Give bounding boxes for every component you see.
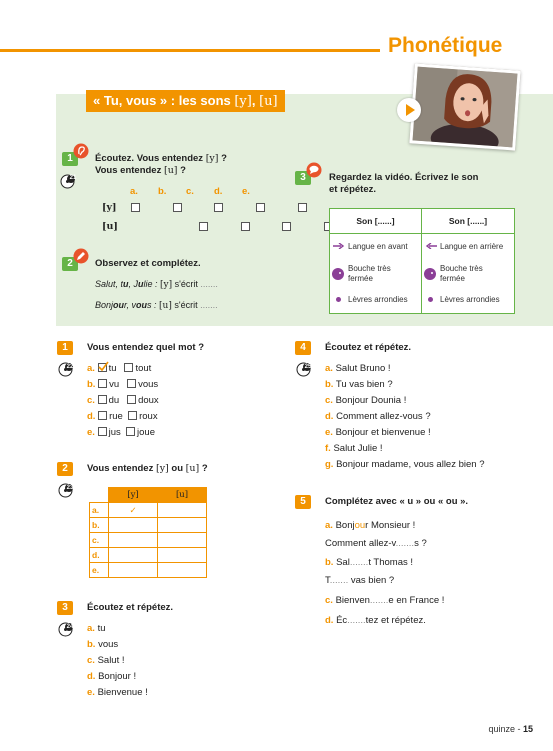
ex5-item-a2: [325, 538, 427, 549]
ex2-cell[interactable]: [109, 548, 158, 563]
sound-table-r2-left: Bouche très fermée: [348, 264, 391, 283]
ex2-row-label: e.: [90, 563, 109, 578]
ex4-letter: b.: [325, 379, 334, 390]
ex5-c-blank[interactable]: .......: [369, 595, 389, 606]
grid-col-a: a.: [130, 186, 138, 197]
exercise-5-number: 5: [295, 495, 311, 509]
g2-l2-dots[interactable]: .......: [200, 300, 218, 310]
page-footer: [488, 724, 533, 734]
ex5-d-blank[interactable]: .......: [347, 615, 366, 626]
g2-line-2: [95, 300, 218, 311]
ex5-d-letter: d.: [325, 615, 334, 626]
ex5-a-letter: a.: [325, 520, 333, 531]
sound-table-head-1: Son [......]: [330, 209, 422, 234]
green-exercise-3-number: 3: [295, 171, 311, 185]
grid-col-c: c.: [186, 186, 194, 197]
ex1-c-letter: c.: [87, 395, 95, 406]
ex5-c-post: e en France !: [388, 595, 445, 606]
sound-table-r2-right: Bouche très fermée: [440, 264, 483, 283]
ex4-letter: d.: [325, 411, 334, 422]
grid-checkbox[interactable]: [282, 222, 291, 231]
ex5-b2-post: vas bien ?: [348, 575, 395, 586]
ex5-a-answer: ou: [354, 520, 366, 531]
banner-separator: ,: [251, 93, 260, 108]
ex3-text: Bienvenue !: [97, 687, 148, 698]
ex5-d-post: tez et répétez.: [365, 615, 426, 626]
g2-l1-ipa: [y]: [160, 280, 173, 290]
ex1-a-letter: a.: [87, 363, 95, 374]
g1-line1-end: ?: [218, 153, 227, 164]
ex5-a-pre: Bonj: [335, 520, 355, 531]
exercise-1-title: Vous entendez quel mot ?: [87, 342, 204, 353]
ex1-e-w1: jus: [108, 427, 121, 438]
exercise-3-title: Écoutez et répétez.: [87, 602, 174, 613]
ex4-letter: f.: [325, 443, 331, 454]
ex1-item-b: [87, 379, 158, 390]
rounded-lips-icon: [336, 297, 341, 302]
green-exercise-1-title: [95, 153, 227, 177]
ex2-row-label: c.: [90, 533, 109, 548]
sound-table: [329, 208, 515, 314]
checkbox[interactable]: [98, 379, 107, 388]
cd-track-22-label: 22: [66, 364, 74, 370]
ex1-a-w1: tu: [108, 363, 117, 374]
ex3-letter: d.: [87, 671, 96, 682]
g2-l2-a: Bonj: [95, 300, 114, 310]
ex4-item: [325, 363, 391, 374]
section-banner: [86, 90, 285, 112]
ex2-cell[interactable]: [158, 518, 207, 533]
ex4-text: Tu vas bien ?: [335, 379, 393, 390]
g1-line1-text: Écoutez. Vous entendez: [95, 153, 206, 164]
sound-table-r3-left: Lèvres arrondies: [348, 295, 408, 304]
ex2-title-ipa1: [y]: [155, 463, 169, 474]
ex1-item-a: [87, 363, 151, 374]
ex5-a2-post: s ?: [414, 538, 427, 549]
ex5-a2-blank[interactable]: .......: [395, 538, 415, 549]
ex2-row-label: b.: [90, 518, 109, 533]
green-exercise-2-number: 2: [62, 257, 78, 271]
ex2-mark[interactable]: ✓: [109, 503, 158, 518]
ex4-letter: g.: [325, 459, 334, 470]
play-button[interactable]: [397, 98, 421, 122]
g2-l1-a: Salut, t: [95, 279, 124, 289]
g2-l2-b: ou: [113, 300, 125, 310]
play-icon: [397, 98, 421, 122]
ex1-b-letter: b.: [87, 379, 96, 390]
g2-l2-ipa: [u]: [159, 301, 172, 311]
exercise-2-title: [87, 463, 208, 474]
sound-table-r3-right: Lèvres arrondies: [440, 295, 500, 304]
speech-bubble-icon: [306, 162, 322, 178]
ex2-cell[interactable]: [158, 563, 207, 578]
banner-sound-u: [u]: [259, 94, 278, 109]
ex4-text: Comment allez-vous ?: [336, 411, 431, 422]
sound-table-r1-left: Langue en avant: [348, 242, 408, 251]
grid-checkbox[interactable]: [131, 203, 140, 212]
grid-row-u: [u]: [102, 221, 118, 232]
checkbox[interactable]: [128, 411, 137, 420]
ex5-b-post: t Thomas !: [368, 557, 414, 568]
ex3-letter: c.: [87, 655, 95, 666]
exercise-1-number: 1: [57, 341, 73, 355]
ex4-letter: a.: [325, 363, 333, 374]
ex2-head-u: [u]: [158, 488, 207, 503]
ex4-item: [325, 395, 406, 406]
g2-l1-f: s'écrit: [172, 279, 201, 289]
exercise-4-title: Écoutez et répétez.: [325, 342, 412, 353]
closed-mouth-icon: [424, 268, 436, 280]
grid-col-b: b.: [158, 186, 167, 197]
ex2-row-label: a.: [90, 503, 109, 518]
cd-track-23-label: 23: [66, 485, 74, 491]
ex4-text: Bonjour Dounia !: [335, 395, 407, 406]
g1-line2-end: ?: [177, 165, 186, 176]
ex1-c-w2: doux: [138, 395, 159, 406]
grid-checkbox[interactable]: [214, 203, 223, 212]
ex1-b-w2: vous: [138, 379, 159, 390]
ex1-item-d: [87, 411, 158, 422]
ex2-title-a: Vous entendez: [87, 463, 156, 474]
grid-col-e: e.: [242, 186, 250, 197]
checkbox[interactable]: [98, 427, 107, 436]
ex3-letter: e.: [87, 687, 95, 698]
exercise-2-number: 2: [57, 462, 73, 476]
ex3-text: tu: [97, 623, 106, 634]
ex1-a-w2: tout: [135, 363, 152, 374]
ex4-text: Salut Julie !: [333, 443, 383, 454]
ex5-item-a: [325, 520, 415, 531]
ex4-text: Salut Bruno !: [335, 363, 391, 374]
ex4-item: [325, 411, 431, 422]
g2-l2-d: ou: [136, 300, 148, 310]
sound-table-r1-right: Langue en arrière: [440, 242, 504, 251]
ex1-c-w1: du: [108, 395, 120, 406]
g3-title-line1: Regardez la vidéo. Écrivez le son: [329, 172, 479, 183]
banner-text: « Tu, vous » : les sons: [93, 93, 235, 108]
woman-photo: [413, 67, 518, 148]
ex5-b-blank[interactable]: .......: [349, 557, 369, 568]
checkbox[interactable]: [127, 395, 136, 404]
ex5-b-pre: Sal: [336, 557, 350, 568]
g1-line2-ipa: [u]: [163, 165, 178, 176]
ex3-item: [87, 655, 125, 666]
ex2-row-label: d.: [90, 548, 109, 563]
ex4-item: [325, 459, 485, 470]
ex5-item-b: [325, 557, 413, 568]
checkmark-icon: [98, 361, 109, 372]
sound-table-divider: [421, 233, 422, 313]
ex4-item: [325, 443, 383, 454]
ex2-table-corner: [90, 488, 109, 503]
g3-title-line2: et répétez.: [329, 184, 376, 195]
cd-track-24-label: 24: [66, 624, 74, 630]
ex4-item: [325, 427, 431, 438]
ex3-text: Bonjour !: [98, 671, 137, 682]
green-exercise-1-number: 1: [62, 152, 78, 166]
ex3-item: [87, 687, 148, 698]
grid-checkbox[interactable]: [199, 222, 208, 231]
g2-l1-dots[interactable]: .......: [200, 279, 218, 289]
ex5-c-pre: Bienven: [335, 595, 370, 606]
ex3-text: vous: [98, 639, 119, 650]
rounded-lips-icon: [428, 297, 433, 302]
ex5-item-c: [325, 595, 444, 606]
arrow-right-icon: [333, 243, 345, 249]
ex2-cell[interactable]: [109, 563, 158, 578]
ex3-item: [87, 671, 136, 682]
g1-line1-ipa: [y]: [205, 153, 219, 164]
exercise-4-number: 4: [295, 341, 311, 355]
ex3-text: Salut !: [97, 655, 125, 666]
ear-icon: [73, 143, 89, 159]
ex4-letter: e.: [325, 427, 333, 438]
ex3-item: [87, 623, 106, 634]
g2-l1-c: , J: [128, 279, 139, 289]
ex1-item-c: [87, 395, 159, 406]
ex5-c-letter: c.: [325, 595, 333, 606]
ex1-d-w2: roux: [139, 411, 158, 422]
ex2-cell[interactable]: [158, 503, 207, 518]
ex2-head-y: [y]: [109, 488, 158, 503]
ex1-e-letter: e.: [87, 427, 95, 438]
grid-checkbox[interactable]: [256, 203, 265, 212]
ex4-letter: c.: [325, 395, 333, 406]
arrow-left-icon: [425, 243, 437, 249]
ex5-b2-pre: T: [325, 575, 330, 586]
ex4-item: [325, 379, 393, 390]
ex3-item: [87, 639, 118, 650]
g2-l2-f: s'écrit: [171, 300, 201, 310]
ex2-title-b: ou: [168, 463, 186, 474]
ex1-e-w2: joue: [137, 427, 155, 438]
ex1-d-letter: d.: [87, 411, 96, 422]
green-exercise-2-title: Observez et complétez.: [95, 258, 201, 269]
ex3-letter: b.: [87, 639, 96, 650]
grid-checkbox[interactable]: [298, 203, 307, 212]
ex4-text: Bonjour et bienvenue !: [335, 427, 431, 438]
ex5-item-d: [325, 615, 426, 626]
ex4-text: Bonjour madame, vous allez bien ?: [336, 459, 485, 470]
sound-table-head-2: Son [......]: [422, 209, 514, 234]
checkbox[interactable]: [127, 379, 136, 388]
ex1-item-e: [87, 427, 155, 438]
checkbox-checked[interactable]: [98, 363, 107, 372]
exercise-5-title: Complétez avec « u » ou « ou ».: [325, 496, 469, 507]
closed-mouth-icon: [332, 268, 344, 280]
cd-track-21-label: 21: [69, 175, 77, 181]
ex2-title-ipa2: [u]: [185, 463, 200, 474]
ex2-title-c: ?: [199, 463, 208, 474]
ex2-cell[interactable]: [158, 533, 207, 548]
banner-sound-y: [y]: [234, 94, 252, 109]
g2-l1-d: u: [138, 279, 144, 289]
ex2-cell[interactable]: [158, 548, 207, 563]
header-rule: [0, 49, 380, 52]
grid-checkbox[interactable]: [173, 203, 182, 212]
g2-l1-b: u: [123, 279, 129, 289]
ex5-a2-pre: Comment allez-v: [325, 538, 396, 549]
page-number: 15: [522, 724, 533, 734]
g2-line-1: [95, 279, 218, 290]
checkbox[interactable]: [98, 395, 107, 404]
g2-l2-c: r, v: [124, 300, 137, 310]
ex1-d-w1: rue: [109, 411, 123, 422]
ex5-item-b2: [325, 575, 394, 586]
ex5-b-letter: b.: [325, 557, 334, 568]
ex1-b-w1: vu: [109, 379, 120, 390]
pencil-icon: [73, 248, 89, 264]
checkbox[interactable]: [126, 427, 135, 436]
grid-checkbox[interactable]: [241, 222, 250, 231]
ex5-b2-blank[interactable]: .......: [329, 575, 349, 586]
grid-row-y: [y]: [102, 202, 117, 213]
checkbox[interactable]: [124, 363, 133, 372]
cd-track-25-label: 25: [304, 364, 312, 370]
ex3-letter: a.: [87, 623, 95, 634]
g2-l1-e: lie :: [143, 279, 161, 289]
g1-line2-text: Vous entendez: [95, 165, 164, 176]
grid-col-d: d.: [214, 186, 223, 197]
checkbox[interactable]: [98, 411, 107, 420]
ex2-cell[interactable]: [109, 533, 158, 548]
footer-word: quinze -: [488, 724, 523, 734]
ex5-a-post: r Monsieur !: [365, 520, 416, 531]
ex2-cell[interactable]: [109, 518, 158, 533]
page-title: Phonétique: [388, 34, 503, 57]
exercise-3-number: 3: [57, 601, 73, 615]
green-exercise-3-title: [329, 172, 478, 196]
green-exercise-1-grid: [102, 186, 250, 232]
ex2-table: [89, 487, 207, 578]
ex5-d-pre: Éc: [336, 615, 348, 626]
video-thumbnail[interactable]: [409, 63, 520, 150]
g2-l2-e: s :: [147, 300, 160, 310]
